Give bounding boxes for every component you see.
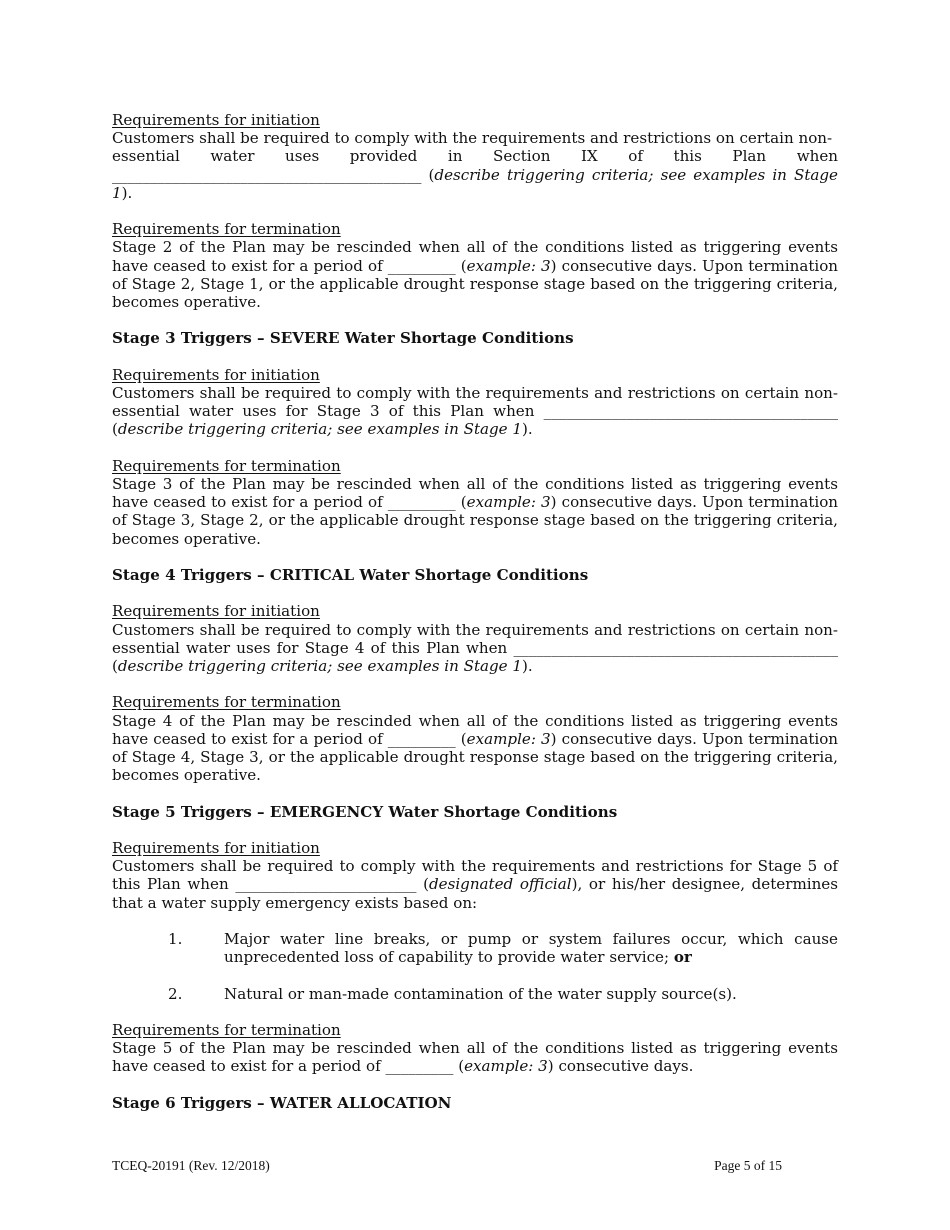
blank-field: ________________________ [235,875,417,894]
blank-field: _________ [387,493,456,512]
section-heading: Requirements for initiation [112,602,320,621]
blank-field: ___________________________________________ [513,638,838,657]
paragraph: Customers shall be required to comply with the requirements and restrictions for Stage 5 of this Plan when ________________________ (designated official), or his/her designee, determines that a water supply emergency exists based on: [112,857,838,912]
form-number: TCEQ-20191 (Rev. 12/2018) [112,1158,270,1173]
section-heading: Requirements for termination [112,456,341,475]
blank-field: _________ [385,1057,454,1076]
stage-5-title: Stage 5 Triggers – EMERGENCY Water Shortage Conditions [112,802,618,821]
paragraph: Stage 5 of the Plan may be rescinded when all of the conditions listed as triggering events have ceased to exist for a period of _________ (example: 3) consecutive days. [112,1039,838,1076]
paragraph: Stage 4 of the Plan may be rescinded when all of the conditions listed as triggering events have ceased to exist for a period of _________ (example: 3) consecutive days. Upon termination of Stage 4, Stage 3, or the applicable drought response stage based on the triggering criteria, becomes operative. [112,711,839,785]
list-item: 1. Major water line breaks, or pump or system failures occur, which cause unprecedented loss of capability to provide water service; or [168,929,838,967]
paragraph: _________________________________________ (describe triggering criteria; see examples in Stage 1). [112,165,838,202]
blank-field: _________________________________________ [112,165,422,184]
section-heading: Requirements for initiation [112,838,320,857]
paragraph: Customers shall be required to comply with the requirements and restrictions on certain non-essential water uses for Stage 4 of this Plan when ___________________________________________ (describe triggering criteria; see examples in Stage 1). [112,620,838,675]
section-heading: Requirements for initiation [112,111,320,129]
blank-field: _________ [387,256,456,275]
section-heading: Requirements for initiation [112,365,320,384]
paragraph: Stage 3 of the Plan may be rescinded when all of the conditions listed as triggering events have ceased to exist for a period of _________ (example: 3) consecutive days. Upon termination of Stage 3, Stage 2, or the applicable drought response stage based on the triggering criteria, becomes operative. [112,475,839,548]
stage-3-title: Stage 3 Triggers – SEVERE Water Shortage Conditions [112,329,574,348]
page-number: Page 5 of 15 [714,1158,782,1173]
paragraph: essential water uses provided in Section IX of this Plan when [112,147,838,166]
list-item: 2. Natural or man-made contamination of the water supply source(s). [168,984,737,1003]
stage-6-title: Stage 6 Triggers – WATER ALLOCATION [112,1093,452,1112]
paragraph: Stage 2 of the Plan may be rescinded when all of the conditions listed as triggering events have ceased to exist for a period of _________ (example: 3) consecutive days. Upon termination of Stage 2, Stage 1, or the applicable drought response stage based on the triggering criteria, becomes operative. [112,238,839,312]
paragraph: Customers shall be required to comply with the requirements and restrictions on certain non-essential water uses for Stage 3 of this Plan when _______________________________________ (describe triggering criteria; see examples in Stage 1). [112,384,838,439]
page-footer [112,1158,782,1174]
blank-field: _________ [387,729,456,748]
section-heading: Requirements for termination [112,693,341,712]
blank-field: _______________________________________ [543,402,838,421]
paragraph: Customers shall be required to comply with the requirements and restrictions on certain non- [112,129,833,148]
stage-4-title: Stage 4 Triggers – CRITICAL Water Shortage Conditions [112,566,589,584]
section-heading: Requirements for termination [112,1020,341,1039]
document-body [112,111,838,1112]
section-heading: Requirements for termination [112,220,341,239]
